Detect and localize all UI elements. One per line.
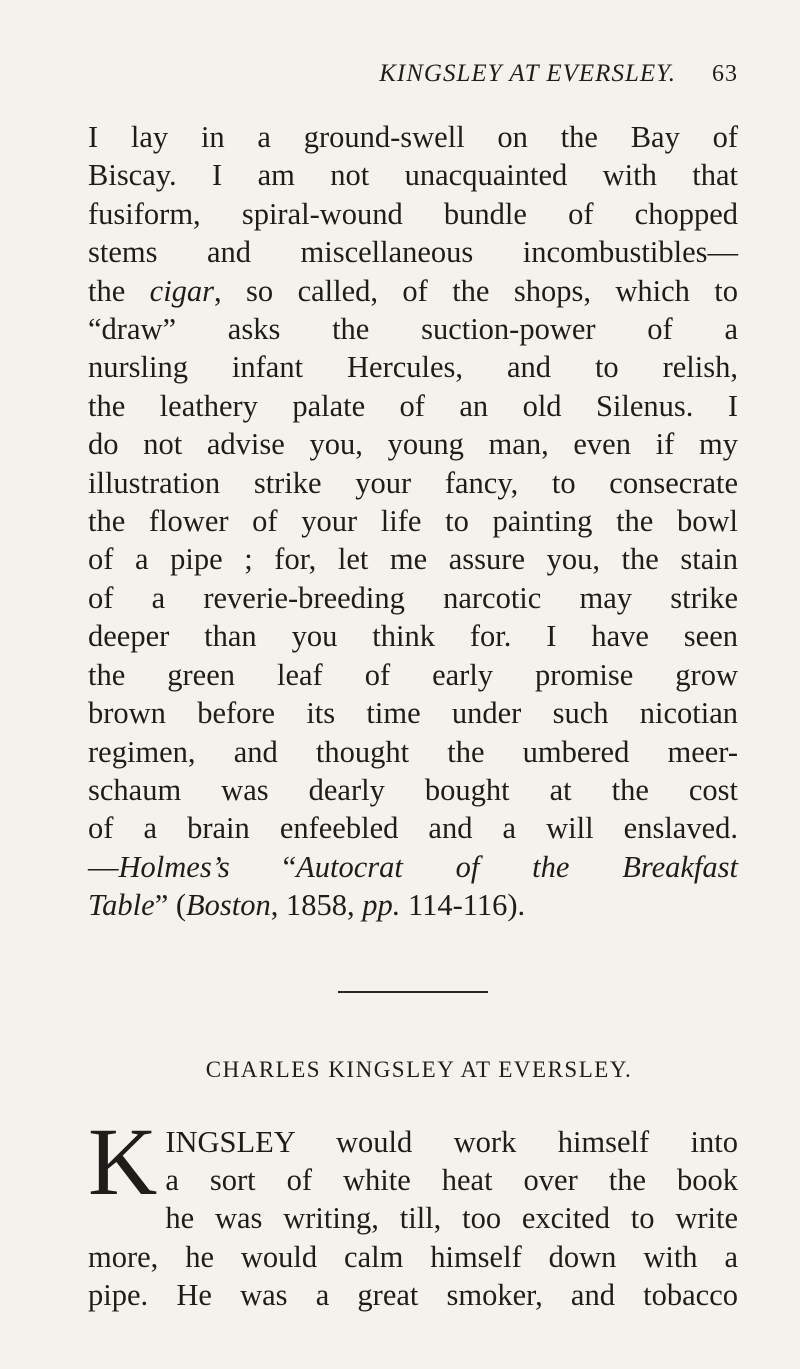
text-line: the green leaf of early promise grow [88,657,738,692]
text-line [88,272,738,310]
text-line: INGSLEY would work himself into [165,1124,738,1159]
text-line: do not advise you, young man, even if my [88,427,738,462]
text-line: I lay in a ground-swell on the Bay of [88,120,738,154]
text-line: stems and miscellaneous incombustibles— [88,235,738,270]
text-line: brown before its time under such nicotian [88,696,738,731]
text-line: regimen, and thought the umbered meer- [88,734,738,769]
citation-line [88,848,738,886]
text-line: more, he would calm himself down with a [88,1239,738,1274]
text-line: of a brain enfeebled and a will enslaved. [88,811,738,846]
citation-year: , 1858, [270,888,363,923]
citation-pages: 114-116). [400,888,526,923]
text-fragment: the [88,273,150,308]
text-line: the leathery palate of an old Silenus. I [88,388,738,423]
text-line: fusiform, spiral-wound bundle of chopped [88,196,738,231]
section-divider [338,991,488,993]
citation-quote-close: ” ( [154,888,187,923]
section-body [88,1107,738,1315]
text-line: he was writing, till, too excited to write [165,1201,738,1236]
text-line: “draw” asks the suction-power of a [88,312,738,347]
citation-quote-open: “ [229,849,297,884]
text-line: the flower of your life to painting the bowl [88,504,738,539]
page-number: 63 [712,61,738,87]
text-line: a sort of white heat over the book [165,1162,738,1197]
text-line: deeper than you think for. I have seen [88,619,738,654]
text-fragment: , so called, of the shops, which to [214,273,738,308]
quoted-passage [88,118,738,925]
text-line: schaum was dearly bought at the cost [88,772,738,807]
citation-line [88,886,738,924]
citation-pp: pp. [362,888,401,923]
running-title: KINGSLEY AT EVERSLEY. [379,60,676,87]
book-page [88,60,738,1315]
citation-place: Boston [186,888,271,923]
text-line: pipe. He was a great smoker, and tobacco [88,1278,738,1313]
italic-word-cigar: cigar [149,273,215,308]
citation-work: Autocrat of the Breakfast [296,849,738,884]
running-head [88,60,738,100]
text-line: illustration strike your fancy, to consecrate [88,465,738,500]
drop-cap: K [88,1107,158,1215]
section-heading: CHARLES KINGSLEY AT EVERSLEY. [205,1056,633,1082]
text-line: Biscay. I am not unacquainted with that [88,158,738,193]
text-line: nursling infant Hercules, and to relish, [88,350,738,385]
citation-author: Holmes’s [118,849,230,884]
text-line: of a reverie-breeding narcotic may strike [88,580,738,615]
citation-dash: — [88,849,119,884]
text-line: of a pipe ; for, let me assure you, the stain [88,542,738,577]
citation-work-end: Table [88,888,155,923]
